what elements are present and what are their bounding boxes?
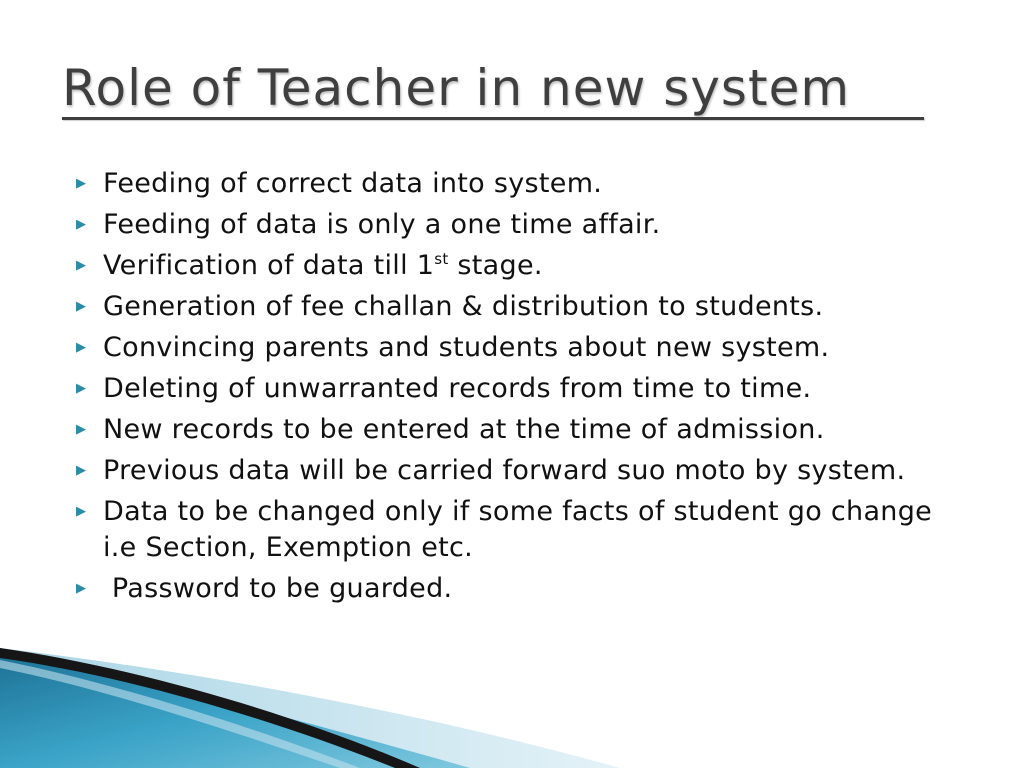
bullet-text: New records to be entered at the time of admission. [103, 414, 825, 445]
bullet-text: Deleting of unwarranted records from time to time. [103, 373, 812, 404]
bullet-text [103, 248, 543, 284]
bullet-text: Password to be guarded. [103, 573, 453, 604]
bullet-list [76, 166, 956, 612]
list-item [76, 330, 956, 366]
list-item [76, 571, 956, 607]
triangle-right-icon: ▶ [76, 422, 86, 437]
triangle-right-icon: ▶ [76, 299, 86, 314]
list-item [76, 248, 956, 284]
triangle-right-icon: ▶ [76, 340, 86, 355]
bullet-text: Convincing parents and students about new system. [103, 332, 830, 363]
bullet-text: Feeding of data is only a one time affair. [103, 209, 661, 240]
triangle-right-icon: ▶ [76, 217, 86, 232]
triangle-right-icon: ▶ [76, 581, 86, 596]
list-item [76, 207, 956, 243]
list-item [76, 371, 956, 407]
title-underline [62, 117, 924, 120]
bullet-text: Feeding of correct data into system. [103, 168, 603, 199]
list-item [76, 453, 956, 489]
bullet-text-after: stage. [448, 250, 543, 281]
bullet-text: Data to be changed only if some facts of student go change i.e Section, Exemption etc. [103, 496, 933, 563]
bullet-text-before: Verification of data till 1 [103, 250, 435, 281]
triangle-right-icon: ▶ [76, 258, 86, 273]
triangle-right-icon: ▶ [76, 176, 86, 191]
bullet-text: Generation of fee challan & distribution to students. [103, 291, 824, 322]
bullet-text: Previous data will be carried forward suo moto by system. [103, 455, 906, 486]
triangle-right-icon: ▶ [76, 381, 86, 396]
list-item [76, 494, 956, 566]
triangle-right-icon: ▶ [76, 504, 86, 519]
list-item [76, 166, 956, 202]
list-item [76, 289, 956, 325]
list-item [76, 412, 956, 448]
ordinal-suffix: st [434, 250, 449, 268]
slide-title: Role of Teacher in new system [62, 59, 851, 117]
triangle-right-icon: ▶ [76, 463, 86, 478]
